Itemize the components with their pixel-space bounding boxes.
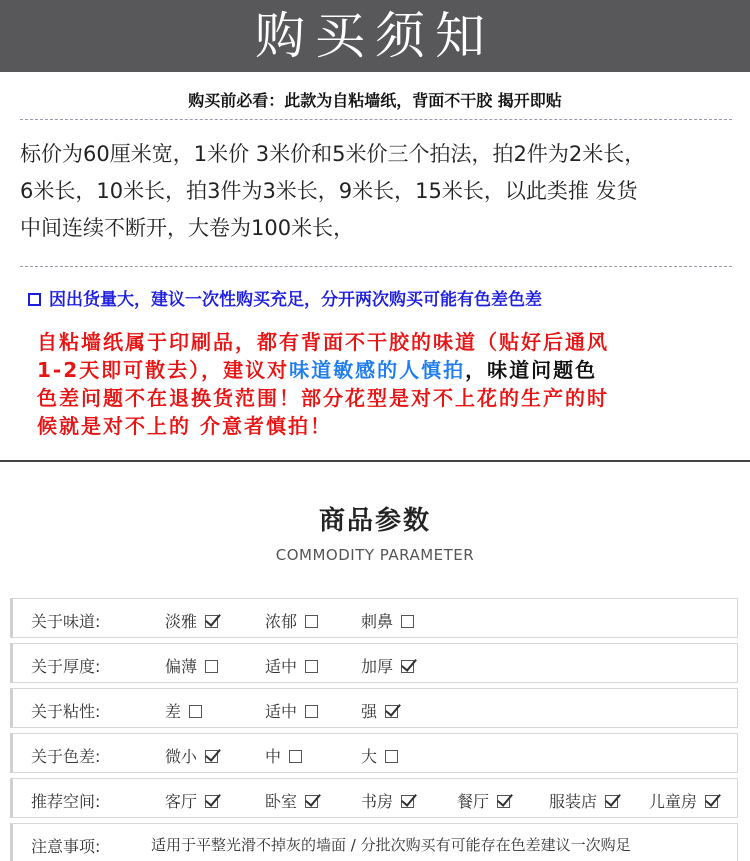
param-option-label: 卧室: [265, 792, 298, 811]
param-option-label: 差: [165, 702, 182, 721]
param-option-label: 浓郁: [265, 612, 298, 631]
param-row: [10, 688, 738, 728]
param-option: [649, 789, 718, 812]
checked-checkbox-icon: [497, 795, 510, 808]
param-label: 关于粘性:: [31, 702, 101, 721]
param-option: [265, 609, 318, 632]
param-option-label: 刺鼻: [361, 612, 394, 631]
param-option-label: 大: [361, 747, 378, 766]
purchase-notice: 购买前必看：此款为自粘墙纸，背面不干胶 揭开即贴: [188, 91, 562, 110]
param-option: [457, 789, 510, 812]
unchecked-checkbox-icon: [401, 615, 414, 628]
unchecked-checkbox-icon: [205, 660, 218, 673]
param-option: [265, 744, 302, 767]
param-row: [10, 733, 738, 773]
warning-highlight: 味道敏感的人慎拍: [289, 358, 466, 382]
checked-checkbox-icon: [401, 660, 414, 673]
param-option: [165, 744, 218, 767]
section-divider: [0, 460, 750, 462]
param-row: [10, 643, 738, 683]
param-label: 关于厚度:: [31, 657, 101, 676]
param-option: [361, 789, 414, 812]
checked-checkbox-icon: [205, 795, 218, 808]
param-note: 适用于平整光滑不掉灰的墙面 / 分批次购买有可能存在色差建议一次购足: [151, 836, 631, 854]
divider: [20, 119, 732, 120]
pricing-line: 6米长，10米长，拍3件为3米长，9米长，15米长，以此类推 发货: [20, 179, 638, 203]
checked-checkbox-icon: [305, 795, 318, 808]
param-option: [265, 654, 318, 677]
checked-checkbox-icon: [605, 795, 618, 808]
header-banner: [0, 0, 750, 72]
params-subtitle: COMMODITY PARAMETER: [275, 546, 475, 564]
param-option: [165, 699, 202, 722]
checked-checkbox-icon: [205, 615, 218, 628]
param-row: [10, 823, 738, 861]
unchecked-checkbox-icon: [305, 615, 318, 628]
param-option: [165, 789, 218, 812]
param-row: [10, 598, 738, 638]
checked-checkbox-icon: [205, 750, 218, 763]
warning-line: 色差问题不在退换货范围！部分花型是对不上花的生产的时: [37, 386, 609, 410]
param-option: [165, 654, 218, 677]
quantity-warning-text: 因出货量大，建议一次性购买充足，分开两次购买可能有色差色差: [49, 290, 542, 310]
params-table: [10, 598, 738, 861]
param-option: [265, 789, 318, 812]
smell-warning: [37, 328, 737, 440]
param-label: 关于色差:: [31, 747, 101, 766]
param-option: [361, 654, 414, 677]
square-bullet-icon: [28, 293, 41, 306]
param-option-label: 偏薄: [165, 657, 198, 676]
warning-line: [37, 356, 737, 384]
param-label: 注意事项:: [31, 837, 101, 856]
param-option: [361, 699, 398, 722]
warning-text: ，味道问题色: [465, 358, 598, 382]
param-label: 推荐空间:: [31, 792, 101, 811]
checked-checkbox-icon: [385, 705, 398, 718]
param-option: [361, 744, 398, 767]
param-row: [10, 778, 738, 818]
param-option: [265, 699, 318, 722]
pricing-description: [20, 136, 740, 247]
param-option: [165, 609, 218, 632]
param-option-label: 适中: [265, 702, 298, 721]
params-title: 商品参数: [318, 506, 431, 536]
divider: [20, 266, 732, 267]
quantity-warning: [28, 285, 748, 310]
banner-title: 购买须知: [255, 7, 495, 65]
unchecked-checkbox-icon: [305, 705, 318, 718]
pricing-line: 中间连续不断开，大卷为100米长，: [20, 216, 355, 240]
pricing-line: 标价为60厘米宽，1米价 3米价和5米价三个拍法，拍2件为2米长，: [20, 142, 646, 166]
unchecked-checkbox-icon: [305, 660, 318, 673]
param-option-label: 客厅: [165, 792, 198, 811]
param-label: 关于味道:: [31, 612, 101, 631]
param-option-label: 服装店: [549, 792, 598, 811]
checked-checkbox-icon: [401, 795, 414, 808]
unchecked-checkbox-icon: [289, 750, 302, 763]
param-option-label: 加厚: [361, 657, 394, 676]
param-option-label: 淡雅: [165, 612, 198, 631]
param-option-label: 适中: [265, 657, 298, 676]
param-option: [361, 609, 414, 632]
unchecked-checkbox-icon: [385, 750, 398, 763]
param-option-label: 儿童房: [649, 792, 698, 811]
unchecked-checkbox-icon: [189, 705, 202, 718]
warning-text: 1-2天即可散去），建议对: [37, 358, 290, 382]
param-option-label: 强: [361, 702, 378, 721]
param-option: [549, 789, 618, 812]
param-option-label: 中: [265, 747, 282, 766]
param-option-label: 书房: [361, 792, 394, 811]
warning-line: 自粘墙纸属于印刷品，都有背面不干胶的味道（贴好后通风: [37, 330, 609, 354]
checked-checkbox-icon: [705, 795, 718, 808]
param-option-label: 餐厅: [457, 792, 490, 811]
warning-line: 候就是对不上的 介意者慎拍！: [37, 414, 332, 438]
param-option-label: 微小: [165, 747, 198, 766]
